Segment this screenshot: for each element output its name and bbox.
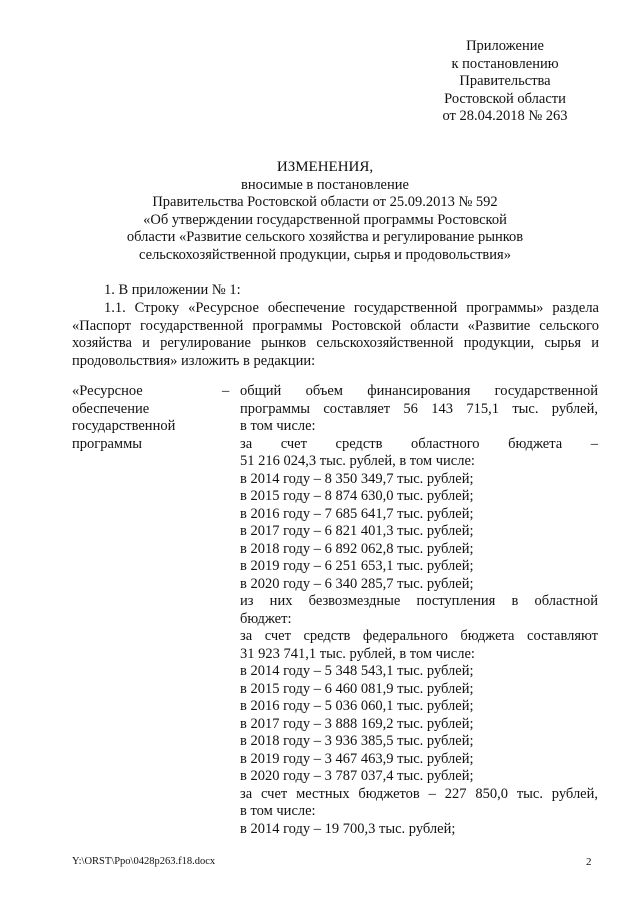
appendix-line: Приложение xyxy=(466,38,544,54)
detail-line: в 2018 году – 3 936 385,5 тыс. рублей; xyxy=(240,733,474,749)
item-1-1-line: «Паспорт государственной программы Ростовской области «Развитие сельского xyxy=(72,317,599,334)
resource-label-line: государственной xyxy=(72,418,176,434)
resource-details xyxy=(240,383,598,838)
detail-line: общий объем финансирования государственной xyxy=(240,383,598,399)
detail-line: в 2016 году – 5 036 060,1 тыс. рублей; xyxy=(240,698,474,714)
appendix-header xyxy=(410,38,600,126)
title-heading: ИЗМЕНЕНИЯ, xyxy=(276,159,374,175)
appendix-line: Правительства xyxy=(459,73,551,89)
detail-line: в 2020 году – 6 340 285,7 тыс. рублей; xyxy=(240,575,474,592)
detail-line: в том числе: xyxy=(240,418,316,434)
detail-line: за счет местных бюджетов – 227 850,0 тыс. рублей, xyxy=(240,785,598,802)
detail-line: в 2016 году – 7 685 641,7 тыс. рублей; xyxy=(240,505,474,522)
item-1-1 xyxy=(72,300,599,370)
detail-line: в 2014 году – 19 700,3 тыс. рублей; xyxy=(240,820,456,837)
resource-label-line: «Ресурсное xyxy=(72,383,143,399)
item-1-1-line: 1.1. Строку «Ресурсное обеспечение государственной программы» раздела xyxy=(104,300,599,316)
detail-line: в том числе: xyxy=(240,803,316,819)
resource-label-line: обеспечение xyxy=(72,400,150,417)
title-line: вносимые в постановление xyxy=(241,176,409,193)
separator-dash: – xyxy=(222,383,230,399)
title-line: «Об утверждении государственной программы Ростовской xyxy=(143,211,507,228)
detail-line: за счет средств областного бюджета – xyxy=(240,435,598,452)
detail-line: в 2017 году – 3 888 169,2 тыс. рублей; xyxy=(240,715,474,732)
detail-line: в 2019 году – 6 251 653,1 тыс. рублей; xyxy=(240,558,474,574)
item-1-1-line: продовольствия» изложить в редакции: xyxy=(72,352,316,369)
detail-line: в 2014 году – 5 348 543,1 тыс. рублей; xyxy=(240,663,474,679)
detail-line: в 2017 году – 6 821 401,3 тыс. рублей; xyxy=(240,523,474,539)
resource-label-line: программы xyxy=(72,435,142,452)
detail-line: за счет средств федерального бюджета составляют xyxy=(240,628,598,644)
page-number: 2 xyxy=(586,856,592,868)
detail-line: в 2015 году – 6 460 081,9 тыс. рублей; xyxy=(240,680,474,697)
appendix-line: к постановлению xyxy=(451,55,559,72)
footer-file-path: Y:\ORST\Ppo\0428p263.f18.docx xyxy=(72,856,216,867)
detail-line: бюджет: xyxy=(240,610,292,627)
appendix-line: Ростовской области xyxy=(444,90,566,107)
detail-line: 31 923 741,1 тыс. рублей, в том числе: xyxy=(240,645,475,662)
title-line: области «Развитие сельского хозяйства и регулирование рынков xyxy=(126,229,524,245)
title-line: Правительства Ростовской области от 25.09.2013 № 592 xyxy=(152,194,498,210)
detail-line: в 2015 году – 8 874 630,0 тыс. рублей; xyxy=(240,488,474,504)
detail-line: из них безвозмездные поступления в областной xyxy=(240,593,598,609)
item-1-1-line: хозяйства и регулирование рынков сельскохозяйственной продукции, сырья и xyxy=(72,335,599,351)
title-line: сельскохозяйственной продукции, сырья и продовольствия» xyxy=(139,246,511,263)
detail-line: 51 216 024,3 тыс. рублей, в том числе: xyxy=(240,453,475,469)
detail-line: в 2014 году – 8 350 349,7 тыс. рублей; xyxy=(240,470,474,487)
detail-line: в 2020 году – 3 787 037,4 тыс. рублей; xyxy=(240,768,474,784)
appendix-line: от 28.04.2018 № 263 xyxy=(442,108,568,124)
detail-line: программы составляет 56 143 715,1 тыс. рублей, xyxy=(240,400,598,417)
document-title xyxy=(90,159,560,264)
resource-label xyxy=(72,383,217,453)
detail-line: в 2018 году – 6 892 062,8 тыс. рублей; xyxy=(240,540,474,557)
item-1: 1. В приложении № 1: xyxy=(104,282,241,298)
detail-line: в 2019 году – 3 467 463,9 тыс. рублей; xyxy=(240,750,474,767)
